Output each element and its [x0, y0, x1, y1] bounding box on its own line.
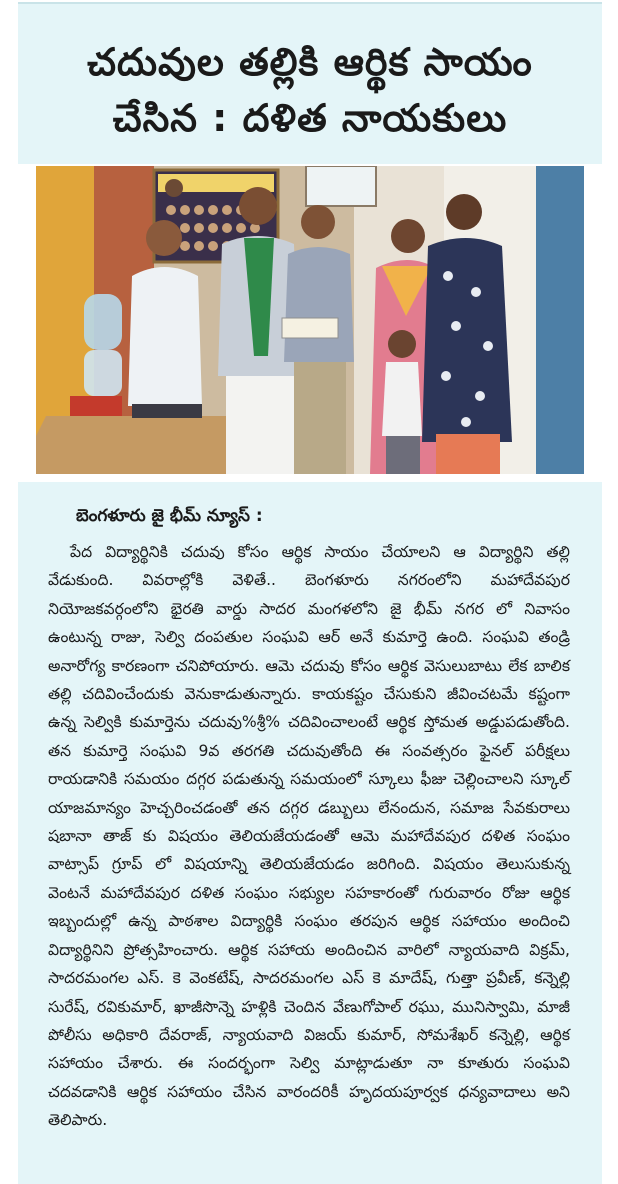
news-photo — [36, 166, 584, 474]
photo-illustration — [36, 166, 584, 474]
article-box — [18, 482, 602, 1184]
news-clipping — [18, 2, 602, 1184]
headline-box — [18, 2, 602, 164]
headline-line-2: చేసిన : దళిత నాయకులు — [112, 96, 508, 140]
cheque — [282, 318, 338, 338]
article-body: పేద విద్యార్థినికి చదువు కోసం ఆర్థిక సాయం చేయాలని ఆ విద్యార్థిని తల్లి వేడుకుంది. వివరాల్లోకి వెళితే.. బెంగళూరు నగరంలోని మహాదేవపుర నియోజకవర్గంలోని భైరతి వార్డు సాదర మంగళలోని జై భీమ్ నగర లో నివాసం ఉంటున్న రాజు, సెల్వి దంపతుల సంఘవి ఆర్ అనే కుమార్తె ఉంది. సంఘవి తండ్రి అనారోగ్య కారణంగా చనిపోయారు. ఆమె చదువు కోసం ఆర్థిక వెసులుబాటు లేక బాలిక తల్లి చదివించేందుకు వెనుకాడుతున్నారు. కాయకష్టం చేసుకుని జీవించటమే కష్టంగా ఉన్న సెల్వికి కుమార్తెను చదువు%శ్రీ% చదివించాలంటే ఆర్థిక స్తోమత అడ్డుపడుతోంది. తన కుమార్తె సంఘవి 9వ తరగతి చదువుతోంది ఈ సంవత్సరం ఫైనల్ పరీక్షలు రాయడానికి సమయం దగ్గర పడుతున్న సమయంలో స్కూలు ఫీజు చెల్లించాలని స్కూల్ యాజమాన్యం హెచ్చరించడంతో తన దగ్గర డబ్బులు లేనందున, సమాజ సేవకురాలు షబానా తాజ్ కు విషయం తెలియజేయడంతో ఆమె మహాదేవపుర దళిత సంఘం వాట్సాప్ గ్రూప్ లో విషయాన్ని తెలియజేయడం జరిగింది. విషయం తెలుసుకున్న వెంటనే మహాదేవపుర దళిత సంఘం సభ్యుల సహకారంతో గురువారం రోజు ఆర్థిక ఇబ్బందుల్లో ఉన్న పాఠశాల విద్యార్థికి సంఘం తరపున ఆర్థిక సహాయం అందించి విద్యార్థినిని ప్రోత్సహించారు. ఆర్థిక సహాయ అందించిన వారిలో న్యాయవాది విక్రమ్, సాదరమంగల ఎస్. కె వెంకటేష్, సాదరమంగల ఎస్ కె మాదేష్, గుత్తా ప్రవీణ్, కన్నెల్లి సురేష్, రవికుమార్, ఖాజీసొన్నె హళ్లికి చెందిన వేణుగోపాల్ రఘు, మునిస్వామి, మాజీ పోలీసు అధికారి దేవరాజ్, న్యాయవాది విజయ్ కుమార్, సోమశేఖర్ కన్నెల్లి, ఆర్థిక సహాయం చేశారు. ఈ సందర్భంగా సెల్వి మాట్లాడుతూ నా కూతురు సంఘవి చదవడానికి ఆర్థిక సహాయం చేసిన వారందరికీ హృదయపూర్వక ధన్యవాదాలు అని తెలిపారు. — [48, 543, 571, 1130]
table — [36, 416, 256, 474]
blue-door — [536, 166, 584, 474]
headline-line-1: చదువుల తల్లికి ఆర్థిక సాయం — [87, 40, 533, 84]
dateline: బెంగళూరు జై భీమ్ న్యూస్ : — [76, 506, 263, 526]
